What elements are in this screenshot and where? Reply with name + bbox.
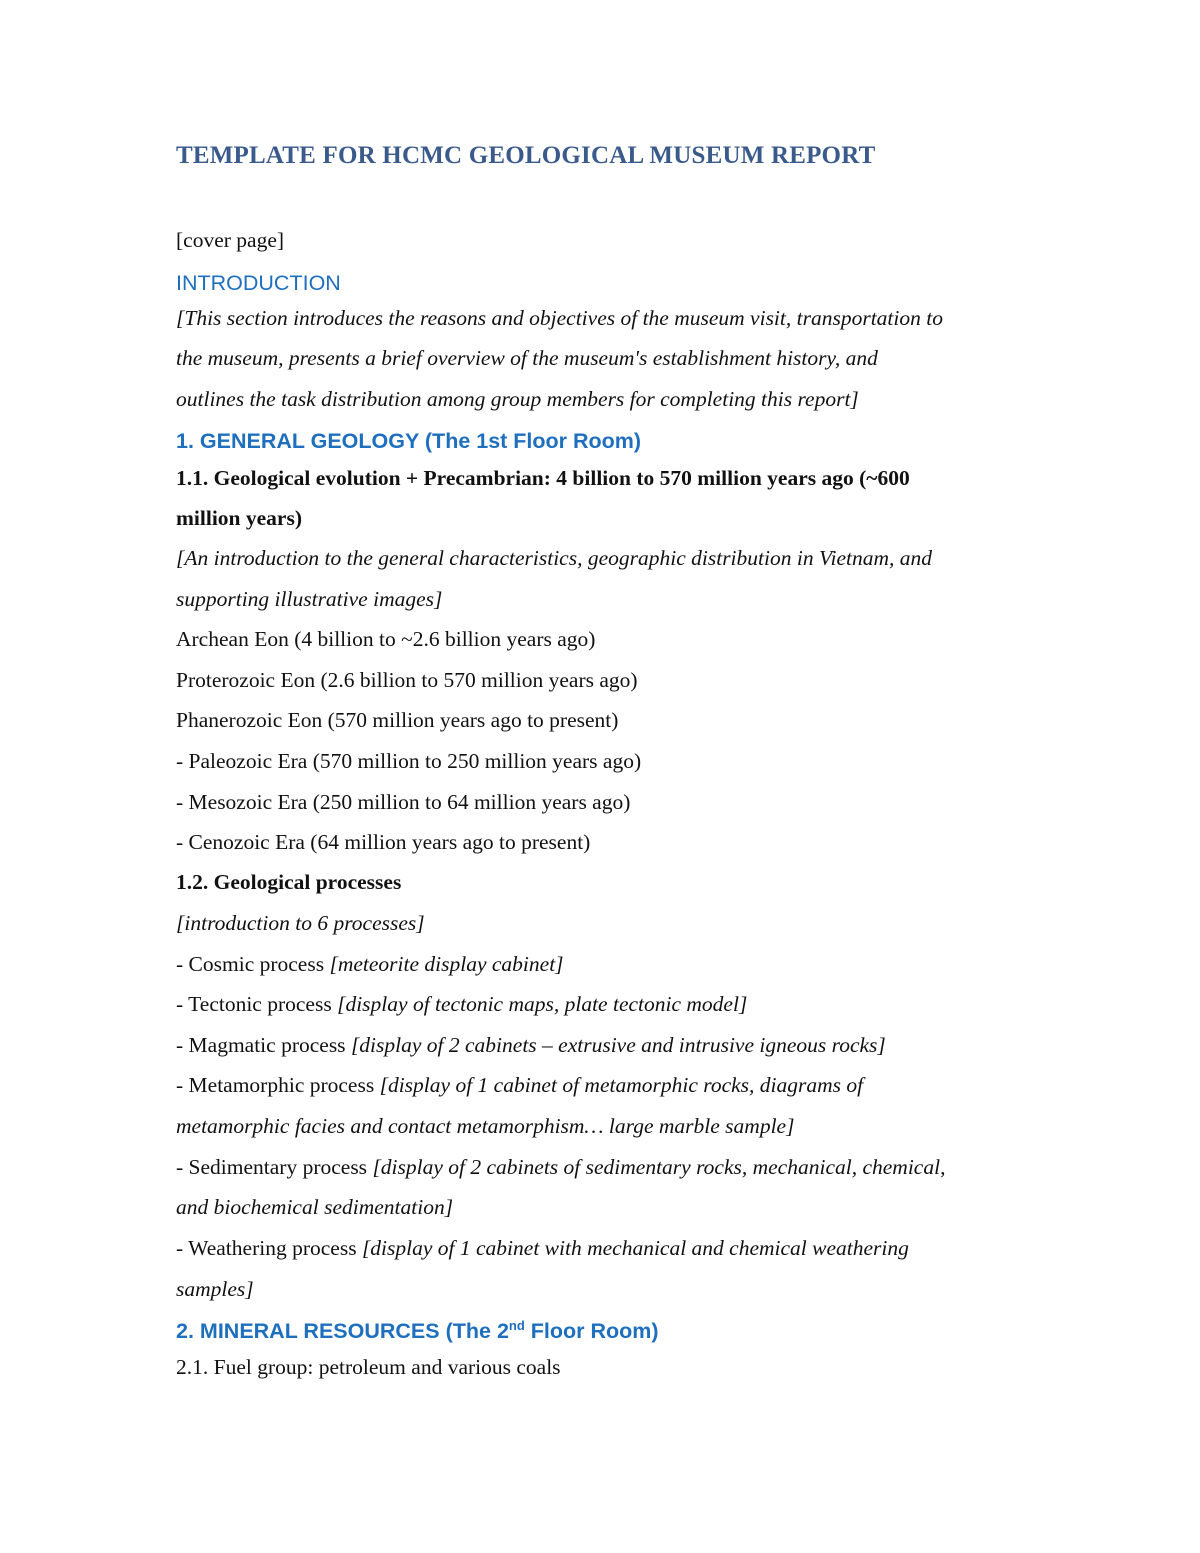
section1-heading: 1. GENERAL GEOLOGY (The 1st Floor Room) [176,429,642,453]
subsection-1-1-heading-cont: million years) [176,506,302,530]
process-name: - Magmatic process [176,1033,351,1057]
process-name: - Metamorphic process [176,1073,380,1097]
process-note: metamorphic facies and contact metamorphism… large marble sample] [176,1114,795,1138]
section2-heading [176,1318,659,1344]
process-name: - Weathering process [176,1236,362,1260]
section2-heading-suffix: Floor Room) [524,1319,659,1343]
subsection-1-1-desc: [An introduction to the general characteristics, geographic distribution in Vietnam, and [176,546,933,570]
process-item-cont [176,1194,453,1220]
process-item-cont [176,1113,794,1139]
cover-page-placeholder: [cover page] [176,228,285,252]
process-item-cont [176,1276,254,1302]
introduction-text-line: [This section introduces the reasons and objectives of the museum visit, transportation to [176,306,943,330]
section2-heading-sup: nd [508,1317,525,1333]
process-item [176,951,564,977]
subsection-1-1-heading: 1.1. Geological evolution + Precambrian: 4 billion to 570 million years ago (~600 [176,466,910,490]
eon-item: Phanerozoic Eon (570 million years ago to present) [176,708,619,732]
process-note: [meteorite display cabinet] [329,952,564,976]
introduction-text-line: the museum, presents a brief overview of the museum's establishment history, and [176,346,878,370]
process-item [176,991,747,1017]
era-item: - Mesozoic Era (250 million to 64 million years ago) [176,790,631,814]
process-note: [display of 1 cabinet with mechanical and chemical weathering [361,1236,909,1260]
process-name: - Cosmic process [176,952,330,976]
process-item [176,1235,909,1261]
process-note: samples] [176,1277,254,1301]
document-title: TEMPLATE FOR HCMC GEOLOGICAL MUSEUM REPORT [176,142,876,169]
subsection-1-1-desc: supporting illustrative images] [176,587,443,611]
process-item [176,1032,886,1058]
process-note: [display of 2 cabinets – extrusive and intrusive igneous rocks] [350,1033,886,1057]
process-note: and biochemical sedimentation] [176,1195,454,1219]
subsection-1-2-heading: 1.2. Geological processes [176,870,402,894]
introduction-heading: INTRODUCTION [176,271,341,295]
process-note: [display of 1 cabinet of metamorphic rocks, diagrams of [379,1073,864,1097]
section2-heading-prefix: 2. MINERAL RESOURCES (The 2 [176,1319,509,1343]
introduction-text-line: outlines the task distribution among group members for completing this report] [176,387,859,411]
subsection-2-1: 2.1. Fuel group: petroleum and various coals [176,1355,561,1379]
eon-item: Archean Eon (4 billion to ~2.6 billion years ago) [176,627,596,651]
subsection-1-2-desc: [introduction to 6 processes] [176,911,425,935]
process-note: [display of tectonic maps, plate tectonic model] [337,992,748,1016]
process-item [176,1154,945,1180]
era-item: - Paleozoic Era (570 million to 250 million years ago) [176,749,642,773]
eon-item: Proterozoic Eon (2.6 billion to 570 million years ago) [176,668,638,692]
process-name: - Sedimentary process [176,1155,373,1179]
process-name: - Tectonic process [176,992,338,1016]
era-item: - Cenozoic Era (64 million years ago to present) [176,830,591,854]
process-item [176,1072,863,1098]
process-note: [display of 2 cabinets of sedimentary rocks, mechanical, chemical, [372,1155,946,1179]
